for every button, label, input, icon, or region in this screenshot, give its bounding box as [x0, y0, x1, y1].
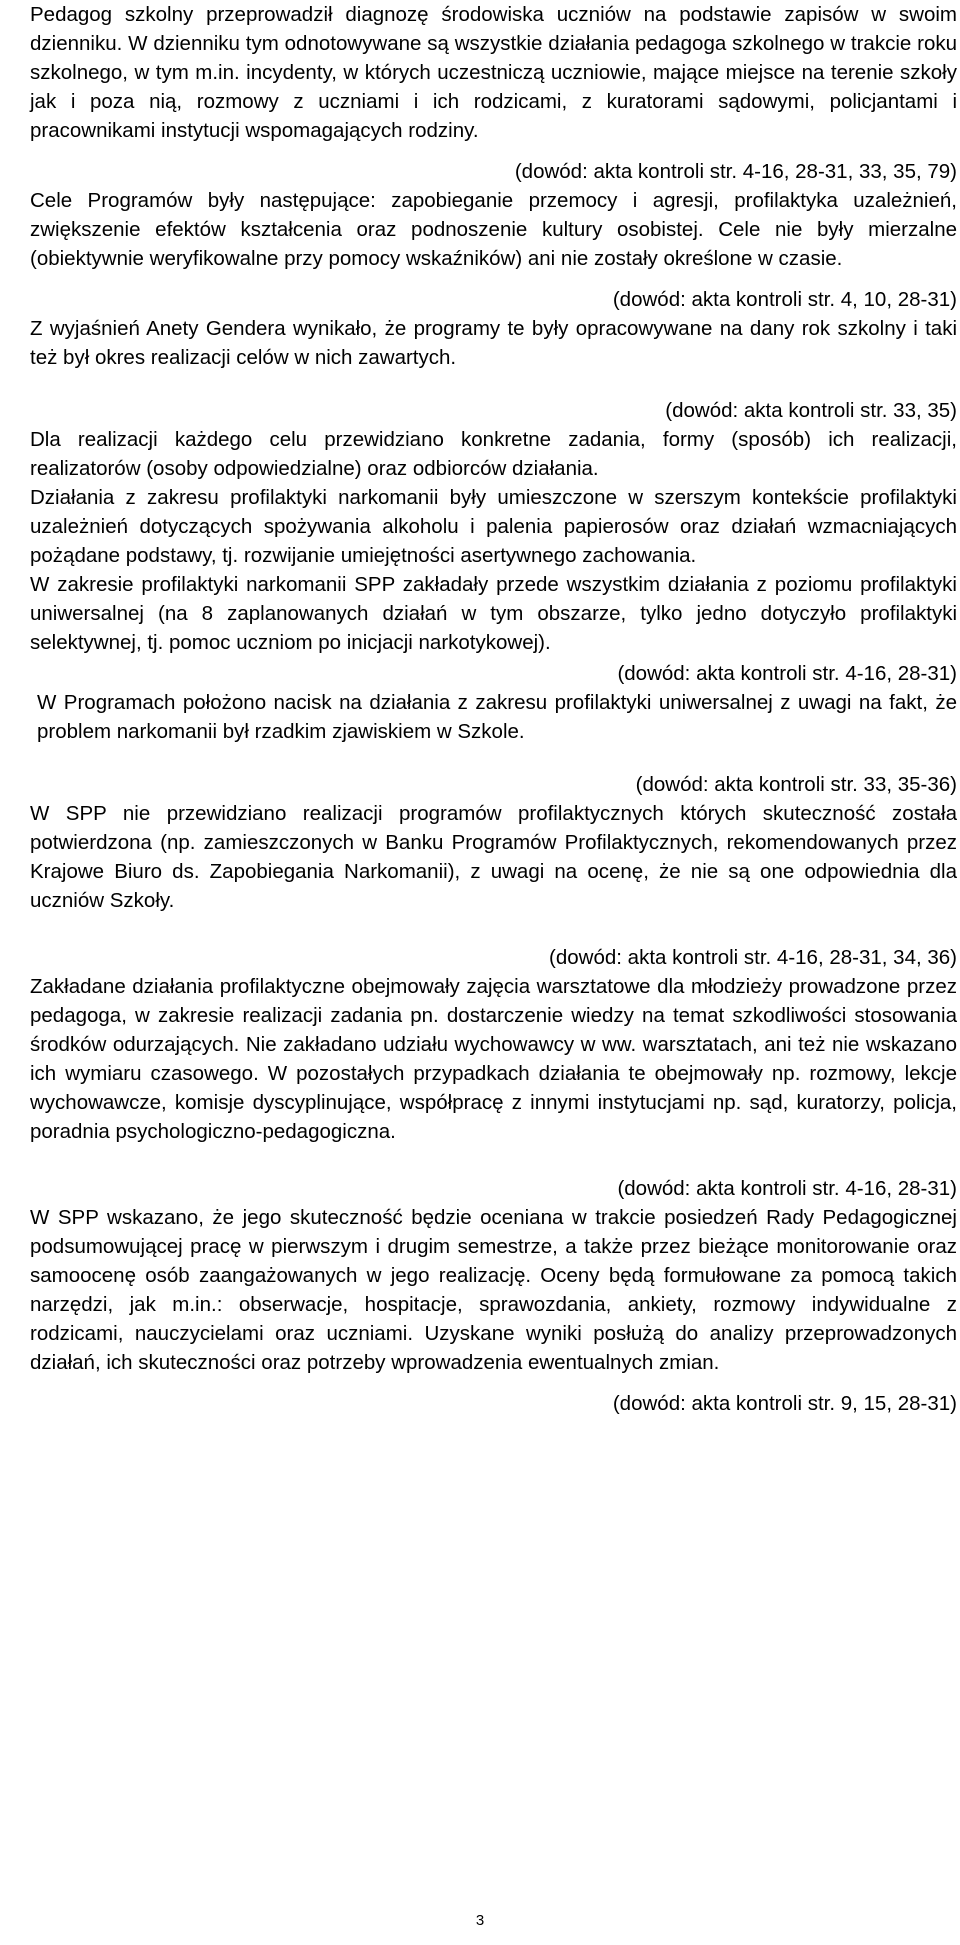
page-number: 3	[475, 1912, 485, 1929]
citation: (dowód: akta kontroli str. 33, 35)	[665, 399, 957, 422]
paragraph-proven-programs: W SPP nie przewidziano realizacji programów profilaktycznych których skuteczność została potwierdzona (np. zamieszczonych w Banku Programów Profilaktycznych, rekomendowanych przez Krajowe Biuro ds. Zapobiegania Narkomanii), z uwagi na ocenę, że nie są one odpowiednia dla uczniów Szkoły.	[30, 802, 957, 912]
citation: (dowód: akta kontroli str. 4, 10, 28-31)	[612, 288, 957, 311]
paragraph-explanations: Z wyjaśnień Anety Gendera wynikało, że programy te były opracowywane na dany rok szkolny i taki też był okres realizacji celów w nich zawartych.	[30, 317, 957, 369]
document-body	[30, 0, 957, 1418]
citation: (dowód: akta kontroli str. 33, 35-36)	[635, 773, 957, 796]
citation: (dowód: akta kontroli str. 9, 15, 28-31)	[612, 1392, 957, 1415]
paragraph-program-focus: W Programach położono nacisk na działania z zakresu profilaktyki uniwersalnej z uwagi na fakt, że problem narkomanii był rzadkim zjawiskiem w Szkole.	[37, 691, 957, 743]
citation: (dowód: akta kontroli str. 4-16, 28-31)	[617, 1177, 957, 1200]
citation: (dowód: akta kontroli str. 4-16, 28-31, 34, 36)	[549, 946, 957, 969]
paragraph-addiction-prevention: Działania z zakresu profilaktyki narkomanii były umieszczone w szerszym kontekście profilaktyki uzależnień dotyczących spożywania alkoholu i palenia papierosów oraz działań wzmacniających pożądane podstawy, tj. rozwijanie umiejętności asertywnego zachowania.	[30, 486, 957, 567]
paragraph-program-goals: Cele Programów były następujące: zapobieganie przemocy i agresji, profilaktyka uzależnień, zwiększenie efektów kształcenia oraz podnoszenie kultury osobistej. Cele nie były mierzalne (obiektywnie weryfikowalne przy pomocy wskaźników) ani nie zostały określone w czasie.	[30, 189, 957, 270]
paragraph-effectiveness-evaluation: W SPP wskazano, że jego skuteczność będzie oceniana w trakcie posiedzeń Rady Pedagogicznej podsumowującej pracę w pierwszym i drugim semestrze, a także przez bieżące monitorowanie oraz samoocenę osób zaangażowanych w jego realizację. Oceny będą formułowane za pomocą takich narzędzi, jak m.in.: obserwacje, hospitacje, sprawozdania, ankiety, rozmowy indywidualne z rodzicami, nauczycielami oraz uczniami. Uzyskane wyniki posłużą do analizy przeprowadzonych działań, ich skuteczności oraz potrzeby wprowadzenia ewentualnych zmian.	[30, 1206, 957, 1374]
paragraph-diagnosis: Pedagog szkolny przeprowadził diagnozę środowiska uczniów na podstawie zapisów w swoim dzienniku. W dzienniku tym odnotowywane są wszystkie działania pedagoga szkolnego w trakcie roku szkolnego, w tym m.in. incydenty, w których uczestniczą uczniowie, mające miejsce na terenie szkoły jak i poza nią, rozmowy z uczniami i ich rodzicami, z kuratorami sądowymi, policjantami i pracownikami instytucji wspomagających rodziny.	[30, 3, 957, 142]
paragraph-tasks: Dla realizacji każdego celu przewidziano konkretne zadania, formy (sposób) ich realizacji, realizatorów (osoby odpowiedzialne) oraz odbiorców działania.	[30, 428, 957, 480]
paragraph-universal-prevention: W zakresie profilaktyki narkomanii SPP zakładały przede wszystkim działania z poziomu profilaktyki uniwersalnej (na 8 zaplanowanych działań w tym obszarze, tylko jedno dotyczyło profilaktyki selektywnej, tj. pomoc uczniom po inicjacji narkotykowej).	[30, 573, 957, 654]
citation: (dowód: akta kontroli str. 4-16, 28-31, 33, 35, 79)	[514, 160, 957, 183]
citation: (dowód: akta kontroli str. 4-16, 28-31)	[617, 662, 957, 685]
paragraph-planned-activities: Zakładane działania profilaktyczne obejmowały zajęcia warsztatowe dla młodzieży prowadzone przez pedagoga, w zakresie realizacji zadania pn. dostarczenie wiedzy na temat szkodliwości stosowania środków odurzających. Nie zakładano udziału wychowawcy w ww. warsztatach, ani też nie wskazano ich wymiaru czasowego. W pozostałych przypadkach działania te obejmowały np. rozmowy, lekcje wychowawcze, komisje dyscyplinujące, współpracę z innymi instytucjami np. sąd, kuratorzy, policja, poradnia psychologiczno-pedagogiczna.	[30, 975, 957, 1143]
